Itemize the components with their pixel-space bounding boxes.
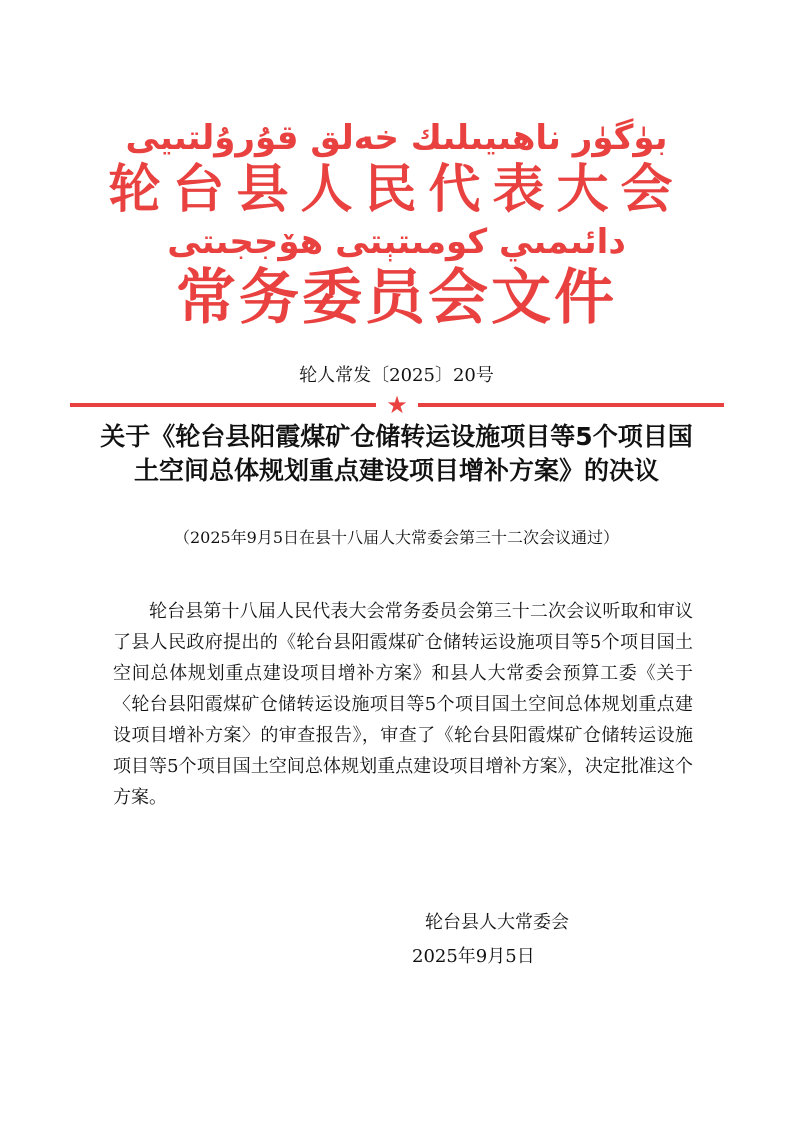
red-divider (70, 391, 724, 419)
body-paragraph: 轮台县第十八届人民代表大会常务委员会第三十二次会议听取和审议了县人民政府提出的《轮台县阳霞煤矿仓储转运设施项目等5个项目国土空间总体规划重点建设项目增补方案》和县人大常委会预算工委《关于〈轮台县阳霞煤矿仓储转运设施项目等5个项目国土空间总体规划重点建设项目增补方案〉的审查报告》，审查了《轮台县阳霞煤矿仓储转运设施项目等5个项目国土空间总体规划重点建设项目增补方案》，决定批准这个方案。 (113, 601, 693, 808)
divider-left-bar (70, 403, 376, 407)
document-title: 关于《轮台县阳霞煤矿仓储转运设施项目等5个项目国土空间总体规划重点建设项目增补方案》的决议 (100, 422, 693, 485)
masthead-uyghur-line-2: دائىمىي كومىتېتى ھۆججىتى (167, 222, 626, 262)
document-subtitle: （2025年9月5日在县十八届人大常委会第三十二次会议通过） (173, 528, 620, 547)
star-icon: ★ (386, 391, 408, 419)
document-number: 轮人常发〔2025〕20号 (299, 365, 494, 386)
signature-organization: 轮台县人大常委会 (425, 912, 569, 933)
signature-date: 2025年9月5日 (412, 946, 535, 967)
divider-right-bar (418, 403, 724, 407)
masthead-chinese-line-2: 常务委员会文件 (176, 263, 617, 333)
masthead-uyghur-line-1: بۈگۈر ناھىيىلىك خەلق قۇرۇلتىيى (125, 118, 668, 158)
masthead-chinese-line-1: 轮台县人民代表大会 (108, 160, 685, 220)
